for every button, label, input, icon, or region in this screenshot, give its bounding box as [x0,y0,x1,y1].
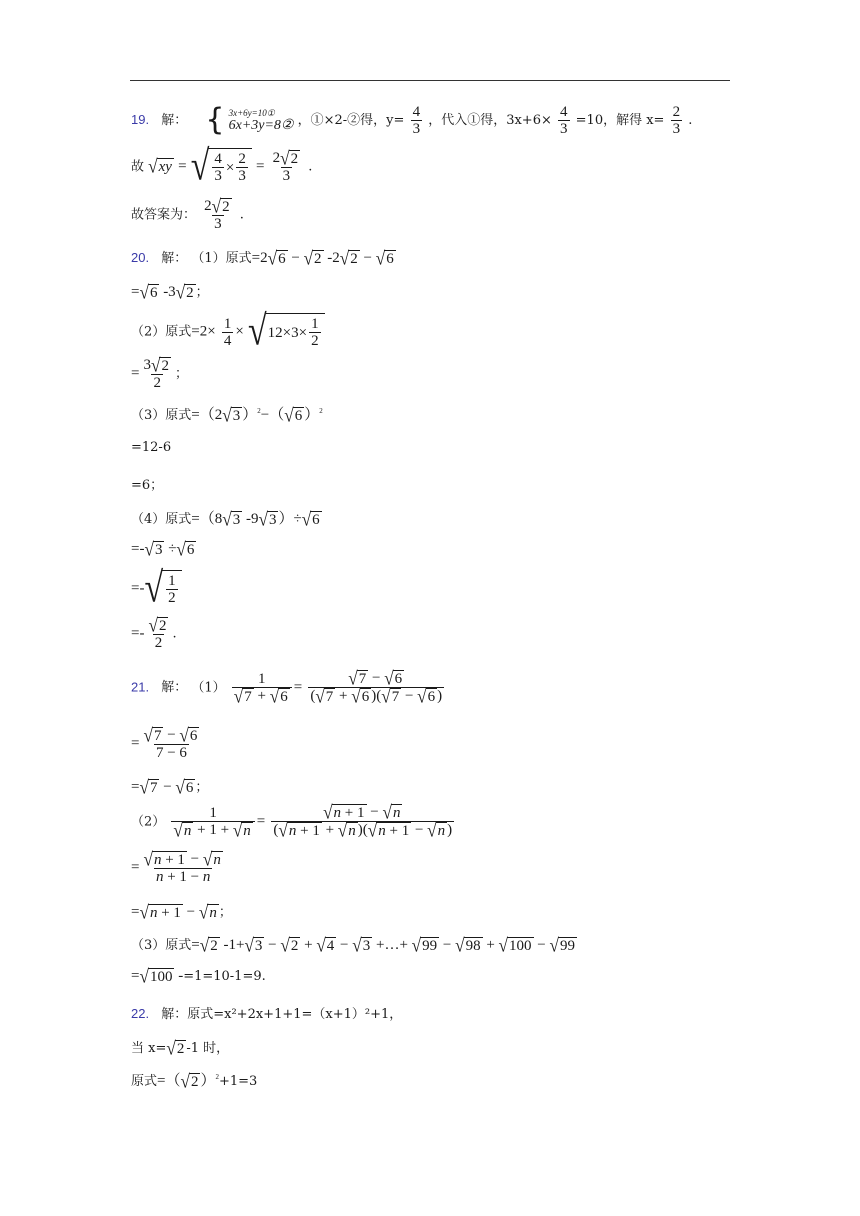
p21-line2: = √ 7 − √ 6 7 − 6 [131,725,198,762]
sqrt-expr: √ xy [148,156,172,178]
p21-line7: （3）原式= √ 2 -1+ √ 3 − √ 2 + √ 4 − √ 3 +…+ √ 99 − √ 98 + √ 100 − √ 99 [131,934,575,956]
sub-text: ，代入①得，3x+6× [428,113,552,128]
p20-line2: = √ 6 -3 √ 2 ； [131,281,209,303]
fraction: $\frac{4}{3}$ [560,104,568,137]
p20-line5: （3）原式=（2 √ 3 ）$^2$−（ √ 6 ）$^2$ [131,404,323,426]
p19-line2: 故 √ xy = √ $\frac{4}{3}$ × $\frac{2}{3}$ = 2 √ 2 3 . [131,143,313,190]
problem-number: 21. [131,679,150,695]
p21-line3: = √ 7 − √ 6 ； [131,776,209,798]
p20-line10: =- √ $\frac{1}{2}$ [131,570,182,608]
fraction: 2 √ 2 3 [204,196,230,233]
problem-number: 20. [131,250,150,265]
p21-line4: （2） 1 √ n + 1 + √ n = √ n + 1 − √ n ( √ n + 1 + √ n )( √ n + 1 − √ n ) [131,802,453,842]
p20-line7: =6； [131,478,164,493]
fraction: 2 √ 2 3 [272,147,299,185]
problem-number: 19. [131,112,150,127]
fraction: $\frac{4}{3}$ [412,104,421,137]
p20-line4: = 3 √ 2 2 ； [131,355,188,392]
p20-line11: =- √ 2 2 . [131,615,177,652]
p21-line1: 21. 解： （1） 1 √ 7 + √ 6 = √ 7 − √ 6 ( √ 7 + √ 6 )( √ 7 − √ 6 ) [131,668,443,708]
equation-2: 6x+3y=8② [228,117,294,133]
top-rule [130,80,730,81]
p21-line5: = √ n + 1 − √ n n + 1 − n [131,849,221,886]
p22-line2: 当 x= √ 2 -1 时， [131,1037,230,1059]
p20-line1: 20. 解： （1）原式=2 √ 6 − √ 2 -2 √ 2 − √ 6 [131,247,394,269]
p22-line1: 22. 解：原式=x²+2x+1+1=（x+1）²+1， [131,1006,403,1022]
p20-line6: =12-6 [131,440,172,455]
p21-line6: = √ n + 1 − √ n ； [131,901,232,923]
p20-line9: =- √ 3 ÷ √ 6 [131,539,195,560]
p20-line3: （2）原式=2× $\frac{1}{4}$ × √ 12×3× $\frac{1}{2}$ [131,313,325,351]
p20-line8: （4）原式=（8 √ 3 -9 √ 3 ）÷ √ 6 [131,508,320,530]
p22-line3: 原式=（ √ 2 ）$^2$+1=3 [131,1070,258,1092]
sqrt-expr: √ 12×3× $\frac{1}{2}$ [248,313,325,351]
p19-answer: 故答案为： 2 √ 2 3 . [131,196,244,233]
problem-number: 22. [131,1006,150,1021]
system-brace: { [205,102,225,138]
fraction: $\frac{2}{3}$ [672,104,681,137]
equation-1: 3x+6y=10① [228,107,275,118]
solution-label: 解： [161,113,188,128]
gu-label: 故 [131,159,145,175]
step-text: ，①×2-②得，y= [297,113,405,128]
sub-tail: =10，解得 x= [575,113,665,128]
sqrt-expr: √ $\frac{4}{3}$ × $\frac{2}{3}$ [191,148,252,186]
p19-line1: 19. 解： { 3x+6y=10① 6x+3y=8② ，①×2-②得，y= $\frac{4}{3}$ ，代入①得，3x+6× $\frac{4}{3}$ =10，解得 x= $\frac{2}{3}$ . [131,102,693,138]
answer-label: 故答案为： [131,207,197,223]
p21-line8: = √ 100 -=1=10-1=9. [131,966,266,987]
equation-system [229,108,294,134]
